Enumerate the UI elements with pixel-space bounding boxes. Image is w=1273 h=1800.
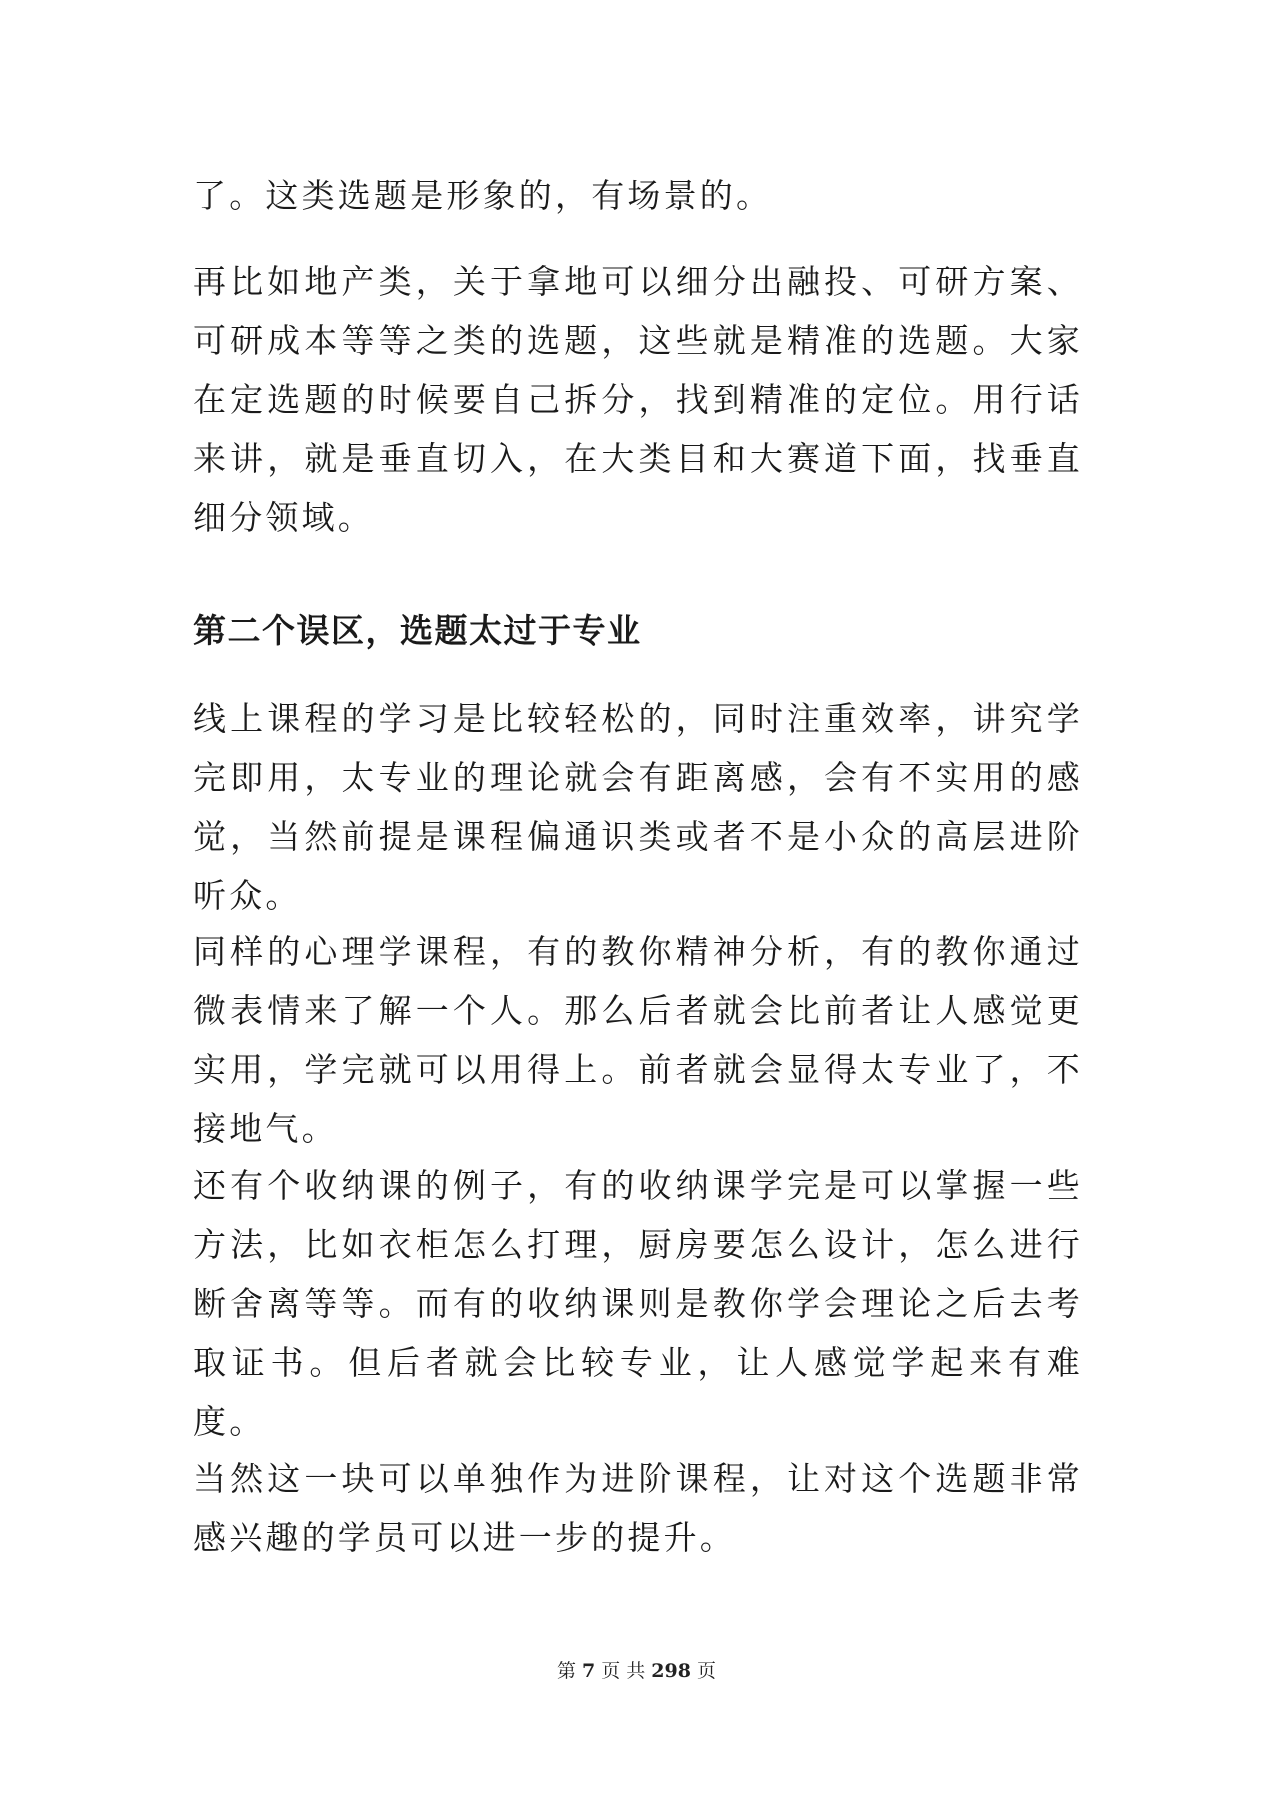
footer-suffix: 页: [696, 1660, 716, 1682]
paragraph-psychology: 同样的心理学课程，有的教你精神分析，有的教你通过微表情来了解一个人。那么后者就会比前者让人感觉更实用，学完就可以用得上。前者就会显得太专业了，不接地气。: [193, 932, 1083, 1148]
section-heading: 第二个误区，选题太过于专业: [193, 611, 642, 650]
page-footer: [0, 1658, 1273, 1684]
paragraph-continuation: 了。这类选题是形象的，有场景的。: [193, 176, 773, 215]
paragraph-online-course: 线上课程的学习是比较轻松的，同时注重效率，讲究学完即用，太专业的理论就会有距离感，会有不实用的感觉，当然前提是课程偏通识类或者不是小众的高层进阶听众。: [193, 699, 1083, 915]
paragraph-storage-course: 还有个收纳课的例子，有的收纳课学完是可以掌握一些方法，比如衣柜怎么打理，厨房要怎么设计，怎么进行断舍离等等。而有的收纳课则是教你学会理论之后去考取证书。但后者就会比较专业，让人感觉学起来有难度。: [193, 1166, 1083, 1441]
footer-mid: 页 共: [601, 1660, 646, 1682]
footer-prefix: 第: [557, 1660, 577, 1682]
page-number: 7: [582, 1660, 596, 1682]
paragraph-real-estate: 再比如地产类，关于拿地可以细分出融投、可研方案、可研成本等等之类的选题，这些就是精准的选题。大家在定选题的时候要自己拆分，找到精准的定位。用行话来讲，就是垂直切入，在大类目和大赛道下面，找垂直细分领域。: [193, 262, 1083, 537]
page-total: 298: [651, 1660, 691, 1682]
paragraph-advanced-course: 当然这一块可以单独作为进阶课程，让对这个选题非常感兴趣的学员可以进一步的提升。: [193, 1459, 1083, 1557]
